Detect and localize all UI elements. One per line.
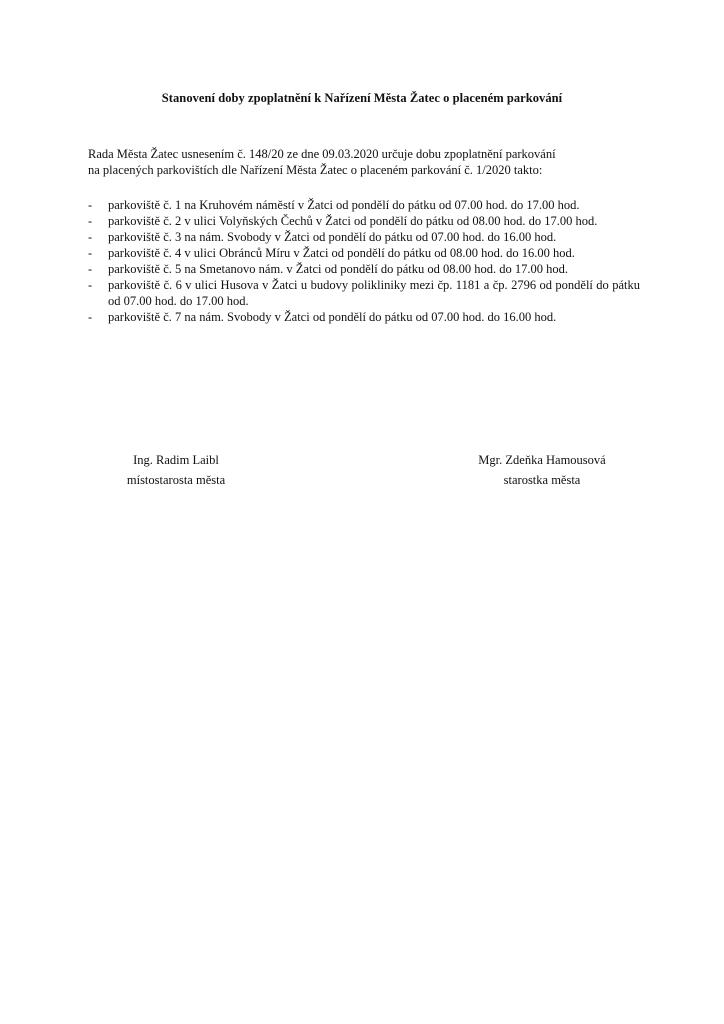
bullet-dash: - xyxy=(88,278,93,292)
list-item-text: parkoviště č. 6 v ulici Husova v Žatci u budovy polikliniky mezi čp. 1181 a čp. 2796 od pondělí do pátku od 07.00 hod. do 17.00 hod. xyxy=(108,278,640,308)
list-item-text: parkoviště č. 2 v ulici Volyňských Čechů v Žatci od pondělí do pátku od 08.00 hod. do 17.00 hod. xyxy=(108,214,598,228)
list-item-text: parkoviště č. 4 v ulici Obránců Míru v Žatci od pondělí do pátku od 08.00 hod. do 16.00 hod. xyxy=(108,246,575,260)
list-item-text: parkoviště č. 1 na Kruhovém náměstí v Žatci od pondělí do pátku od 07.00 hod. do 17.00 hod. xyxy=(108,198,580,212)
parking-list xyxy=(88,197,640,325)
list-item xyxy=(88,197,640,213)
list-item xyxy=(88,277,640,309)
signatory-role: starostka města xyxy=(503,473,581,487)
intro-line-2: na placených parkovištích dle Nařízení Města Žatec o placeném parkování č. 1/2020 takto: xyxy=(88,163,543,177)
document-title: Stanovení doby zpoplatnění k Nařízení Města Žatec o placeném parkování xyxy=(161,91,563,105)
list-item xyxy=(88,261,640,277)
signature-left xyxy=(92,450,260,490)
bullet-dash: - xyxy=(88,198,93,212)
bullet-dash: - xyxy=(88,310,93,324)
bullet-dash: - xyxy=(88,262,93,276)
signatory-role: místostarosta města xyxy=(126,473,226,487)
bullet-dash: - xyxy=(88,230,93,244)
list-item-text: parkoviště č. 3 na nám. Svobody v Žatci od pondělí do pátku od 07.00 hod. do 16.00 hod. xyxy=(108,230,557,244)
signature-right xyxy=(452,450,632,490)
bullet-dash: - xyxy=(88,214,93,228)
list-item xyxy=(88,229,640,245)
signatory-name: Mgr. Zdeňka Hamousová xyxy=(478,453,606,467)
list-item xyxy=(88,309,640,325)
list-item-text: parkoviště č. 7 na nám. Svobody v Žatci od pondělí do pátku od 07.00 hod. do 16.00 hod. xyxy=(108,310,557,324)
intro-line-1: Rada Města Žatec usnesením č. 148/20 ze dne 09.03.2020 určuje dobu zpoplatnění parkování xyxy=(88,147,556,161)
bullet-dash: - xyxy=(88,246,93,260)
list-item-text: parkoviště č. 5 na Smetanovo nám. v Žatci od pondělí do pátku od 08.00 hod. do 17.00 hod. xyxy=(108,262,568,276)
list-item xyxy=(88,213,640,229)
list-item xyxy=(88,245,640,261)
signatory-name: Ing. Radim Laibl xyxy=(133,453,219,467)
intro-paragraph xyxy=(88,146,640,178)
